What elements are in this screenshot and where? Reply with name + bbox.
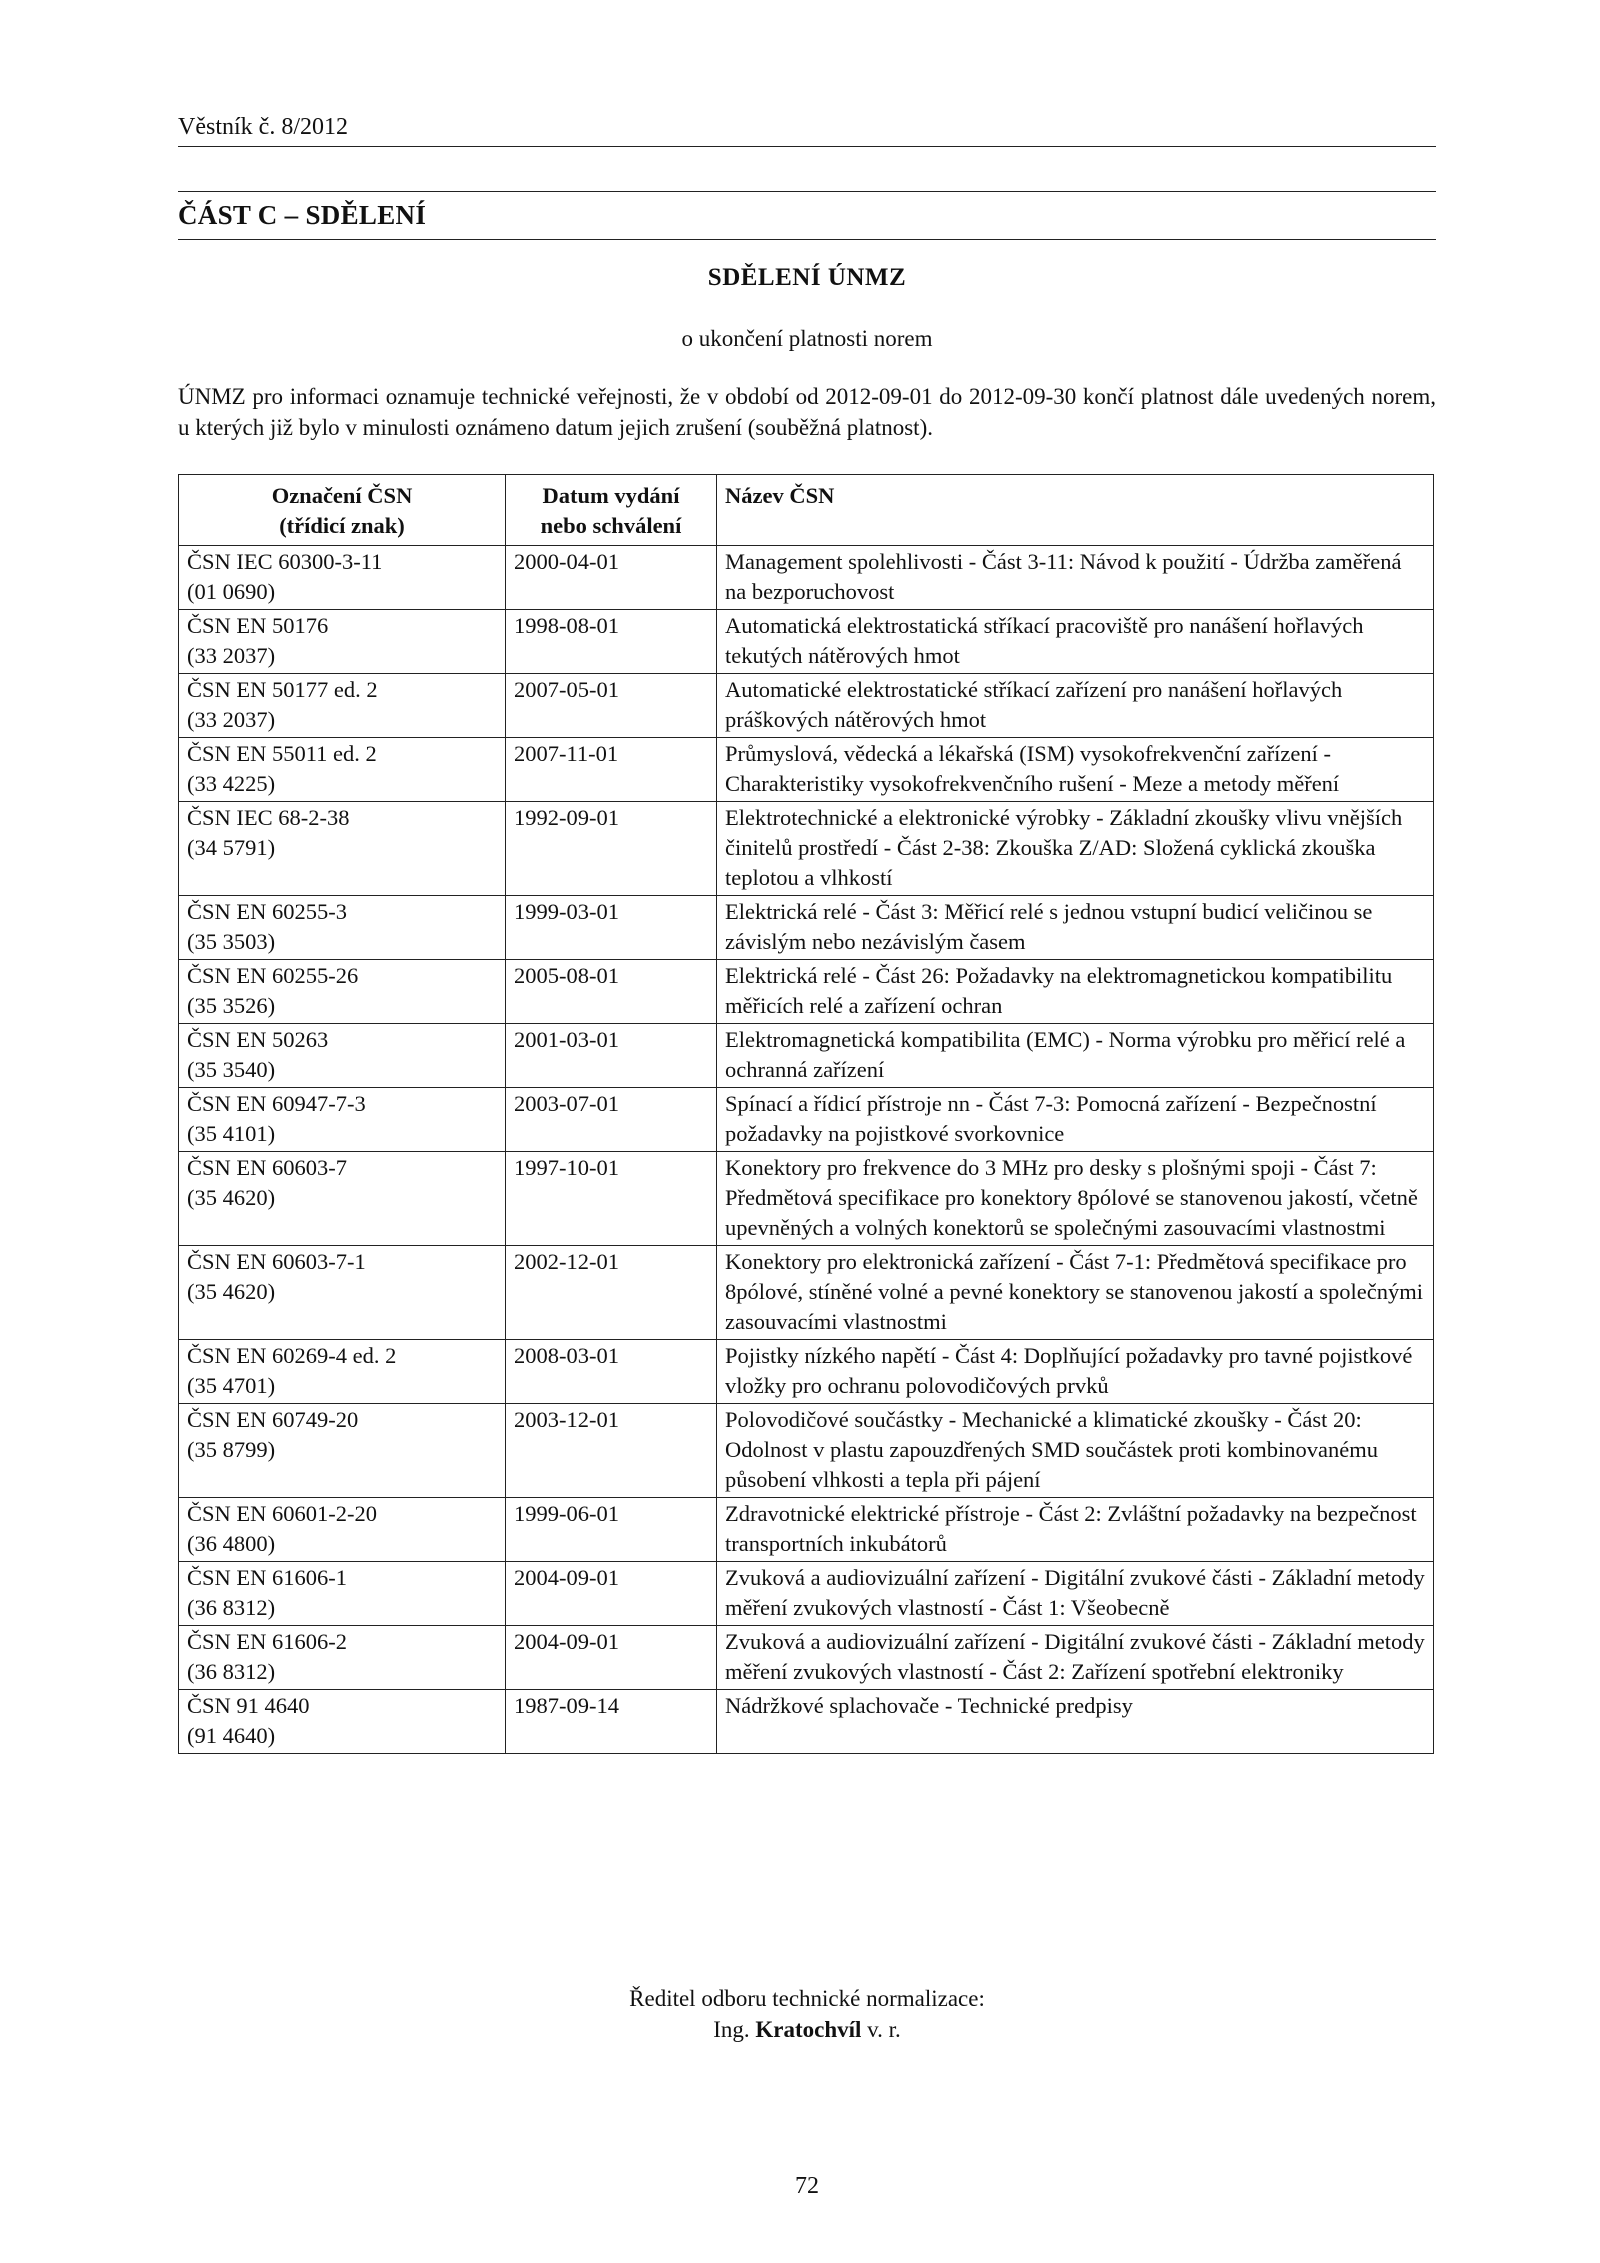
cell-code: [179, 738, 506, 802]
header-date-line2: nebo schválení: [540, 513, 682, 538]
cell-code: [179, 1024, 506, 1088]
norm-code: ČSN EN 60269-4 ed. 2: [187, 1343, 397, 1368]
cell-code: [179, 1088, 506, 1152]
cell-code: [179, 1340, 506, 1404]
header-date: [506, 475, 717, 546]
norm-code: ČSN EN 60603-7-1: [187, 1249, 366, 1274]
norm-code: ČSN EN 50177 ed. 2: [187, 677, 378, 702]
norm-class-code: (33 2037): [187, 643, 276, 668]
header-code-line1: Označení ČSN: [271, 483, 413, 508]
cell-name: Zvuková a audiovizuální zařízení - Digitální zvukové části - Základní metody měření zvukových vlastností - Část 2: Zařízení spotřební elektroniky: [717, 1626, 1434, 1690]
norm-code: ČSN EN 61606-2: [187, 1629, 348, 1654]
cell-name: Management spolehlivosti - Část 3-11: Návod k použití - Údržba zaměřená na bezporuchovost: [717, 546, 1434, 610]
cell-date: 1999-03-01: [506, 896, 717, 960]
signature-prefix: Ing.: [713, 2017, 750, 2042]
cell-code: [179, 1246, 506, 1340]
table-row: [179, 738, 1434, 802]
cell-date: 1999-06-01: [506, 1498, 717, 1562]
norm-code: ČSN IEC 60300-3-11: [187, 549, 383, 574]
page-number: 72: [795, 2173, 819, 2199]
section-title: ČÁST C – SDĚLENÍ: [178, 200, 427, 230]
norm-code: ČSN EN 50263: [187, 1027, 329, 1052]
norm-class-code: (35 8799): [187, 1437, 276, 1462]
cell-code: [179, 960, 506, 1024]
table-row: [179, 960, 1434, 1024]
cell-code: [179, 802, 506, 896]
cell-date: 2001-03-01: [506, 1024, 717, 1088]
cell-code: [179, 546, 506, 610]
norm-class-code: (33 4225): [187, 771, 276, 796]
table-row: [179, 802, 1434, 896]
cell-code: [179, 1562, 506, 1626]
cell-name: Elektrická relé - Část 3: Měřicí relé s jednou vstupní budicí veličinou se závislým nebo nezávislým časem: [717, 896, 1434, 960]
cell-code: [179, 1404, 506, 1498]
table-row: [179, 1152, 1434, 1246]
norm-class-code: (34 5791): [187, 835, 276, 860]
table-row: [179, 674, 1434, 738]
norm-code: ČSN EN 60749-20: [187, 1407, 359, 1432]
header-rule: [178, 146, 1436, 147]
cell-date: 2007-11-01: [506, 738, 717, 802]
cell-code: [179, 674, 506, 738]
journal-header: Věstník č. 8/2012: [178, 114, 348, 140]
norm-class-code: (35 4101): [187, 1121, 276, 1146]
table-row: [179, 610, 1434, 674]
table-row: [179, 1498, 1434, 1562]
cell-date: 2003-12-01: [506, 1404, 717, 1498]
cell-name: Elektrotechnické a elektronické výrobky - Základní zkoušky vlivu vnějších činitelů prostředí - Část 2-38: Zkouška Z/AD: Složená cyklická zkouška teplotou a vlhkostí: [717, 802, 1434, 896]
section-rule-bottom: [178, 239, 1436, 240]
norm-code: ČSN IEC 68-2-38: [187, 805, 350, 830]
cell-code: [179, 1152, 506, 1246]
cell-date: 2004-09-01: [506, 1562, 717, 1626]
cell-date: 1987-09-14: [506, 1690, 717, 1754]
table-row: [179, 1626, 1434, 1690]
cell-name: Spínací a řídicí přístroje nn - Část 7-3: Pomocná zařízení - Bezpečnostní požadavky na pojistkové svorkovnice: [717, 1088, 1434, 1152]
norm-class-code: (35 4620): [187, 1279, 276, 1304]
cell-date: 2005-08-01: [506, 960, 717, 1024]
table-row: [179, 896, 1434, 960]
table-header-row: [179, 475, 1434, 546]
cell-date: 2000-04-01: [506, 546, 717, 610]
norm-class-code: (36 8312): [187, 1659, 276, 1684]
norm-class-code: (35 3526): [187, 993, 276, 1018]
cell-name: Konektory pro elektronická zařízení - Část 7-1: Předmětová specifikace pro 8pólové, stíněné volné a pevné konektory se stanovenou jakostí a společnými zasouvacími vlastnostmi: [717, 1246, 1434, 1340]
cell-date: 2007-05-01: [506, 674, 717, 738]
norm-class-code: (35 4701): [187, 1373, 276, 1398]
cell-name: Pojistky nízkého napětí - Část 4: Doplňující požadavky pro tavné pojistkové vložky pro ochranu polovodičových prvků: [717, 1340, 1434, 1404]
cell-date: 2004-09-01: [506, 1626, 717, 1690]
norm-code: ČSN EN 50176: [187, 613, 329, 638]
cell-date: 2008-03-01: [506, 1340, 717, 1404]
intro-paragraph: ÚNMZ pro informaci oznamuje technické veřejnosti, že v období od 2012-09-01 do 2012-09-30 končí platnost dále uvedených norem, u kterých již bylo v minulosti oznámeno datum jejich zrušení (souběžná platnost).: [178, 384, 1436, 440]
norm-code: ČSN 91 4640: [187, 1693, 310, 1718]
cell-code: [179, 610, 506, 674]
signature-suffix: v. r.: [867, 2017, 901, 2042]
norm-class-code: (33 2037): [187, 707, 276, 732]
section-rule-top: [178, 191, 1436, 192]
norm-code: ČSN EN 60255-3: [187, 899, 348, 924]
norm-code: ČSN EN 61606-1: [187, 1565, 348, 1590]
cell-code: [179, 1498, 506, 1562]
cell-name: Automatické elektrostatické stříkací zařízení pro nanášení hořlavých práškových nátěrových hmot: [717, 674, 1434, 738]
cell-date: 2003-07-01: [506, 1088, 717, 1152]
norm-class-code: (36 4800): [187, 1531, 276, 1556]
cell-name: Průmyslová, vědecká a lékařská (ISM) vysokofrekvenční zařízení - Charakteristiky vysokofrekvenčního rušení - Meze a metody měření: [717, 738, 1434, 802]
cell-name: Automatická elektrostatická stříkací pracoviště pro nanášení hořlavých tekutých nátěrových hmot: [717, 610, 1434, 674]
table-row: [179, 1340, 1434, 1404]
norm-class-code: (36 8312): [187, 1595, 276, 1620]
cell-date: 2002-12-01: [506, 1246, 717, 1340]
table-row: [179, 1404, 1434, 1498]
norm-code: ČSN EN 60947-7-3: [187, 1091, 366, 1116]
cell-name: Zdravotnické elektrické přístroje - Část 2: Zvláštní požadavky na bezpečnost transportních inkubátorů: [717, 1498, 1434, 1562]
header-name: Název ČSN: [717, 475, 1434, 546]
norm-code: ČSN EN 55011 ed. 2: [187, 741, 377, 766]
norm-code: ČSN EN 60603-7: [187, 1155, 348, 1180]
cell-date: 1998-08-01: [506, 610, 717, 674]
norm-class-code: (01 0690): [187, 579, 276, 604]
table-row: [179, 1088, 1434, 1152]
table-row: [179, 1246, 1434, 1340]
notice-title: SDĚLENÍ ÚNMZ: [707, 264, 907, 291]
signature-name: Kratochvíl: [755, 2017, 862, 2042]
norm-class-code: (91 4640): [187, 1723, 276, 1748]
cell-code: [179, 896, 506, 960]
table-row: [179, 1690, 1434, 1754]
cell-code: [179, 1626, 506, 1690]
header-date-line1: Datum vydání: [542, 483, 680, 508]
cell-name: Elektrická relé - Část 26: Požadavky na elektromagnetickou kompatibilitu měřicích relé a zařízení ochran: [717, 960, 1434, 1024]
cell-name: Elektromagnetická kompatibilita (EMC) - Norma výrobku pro měřicí relé a ochranná zařízení: [717, 1024, 1434, 1088]
cell-name: Nádržkové splachovače - Technické predpisy: [717, 1690, 1434, 1754]
norm-class-code: (35 4620): [187, 1185, 276, 1210]
norm-code: ČSN EN 60601-2-20: [187, 1501, 377, 1526]
cell-date: 1992-09-01: [506, 802, 717, 896]
signature-block: [178, 1983, 1436, 2045]
cell-name: Zvuková a audiovizuální zařízení - Digitální zvukové části - Základní metody měření zvukových vlastností - Část 1: Všeobecně: [717, 1562, 1434, 1626]
cell-name: Konektory pro frekvence do 3 MHz pro desky s plošnými spoji - Část 7: Předmětová specifikace pro konektory 8pólové se stanovenou jakostí, včetně upevněných a volných konektorů se společnými zasouvacími vlastnostmi: [717, 1152, 1434, 1246]
table-row: [179, 546, 1434, 610]
norm-class-code: (35 3503): [187, 929, 276, 954]
norms-table: [178, 474, 1434, 1754]
cell-name: Polovodičové součástky - Mechanické a klimatické zkoušky - Část 20: Odolnost v plastu zapouzdřených SMD součástek proti kombinovanému působení vlhkosti a tepla při pájení: [717, 1404, 1434, 1498]
header-code: [179, 475, 506, 546]
notice-subtitle: o ukončení platnosti norem: [681, 326, 933, 351]
norm-class-code: (35 3540): [187, 1057, 276, 1082]
cell-code: [179, 1690, 506, 1754]
header-code-line2: (třídicí znak): [279, 513, 405, 538]
signature-line: [178, 2014, 1436, 2045]
table-row: [179, 1562, 1434, 1626]
norm-code: ČSN EN 60255-26: [187, 963, 359, 988]
cell-date: 1997-10-01: [506, 1152, 717, 1246]
signature-role: Ředitel odboru technické normalizace:: [629, 1986, 985, 2011]
table-row: [179, 1024, 1434, 1088]
